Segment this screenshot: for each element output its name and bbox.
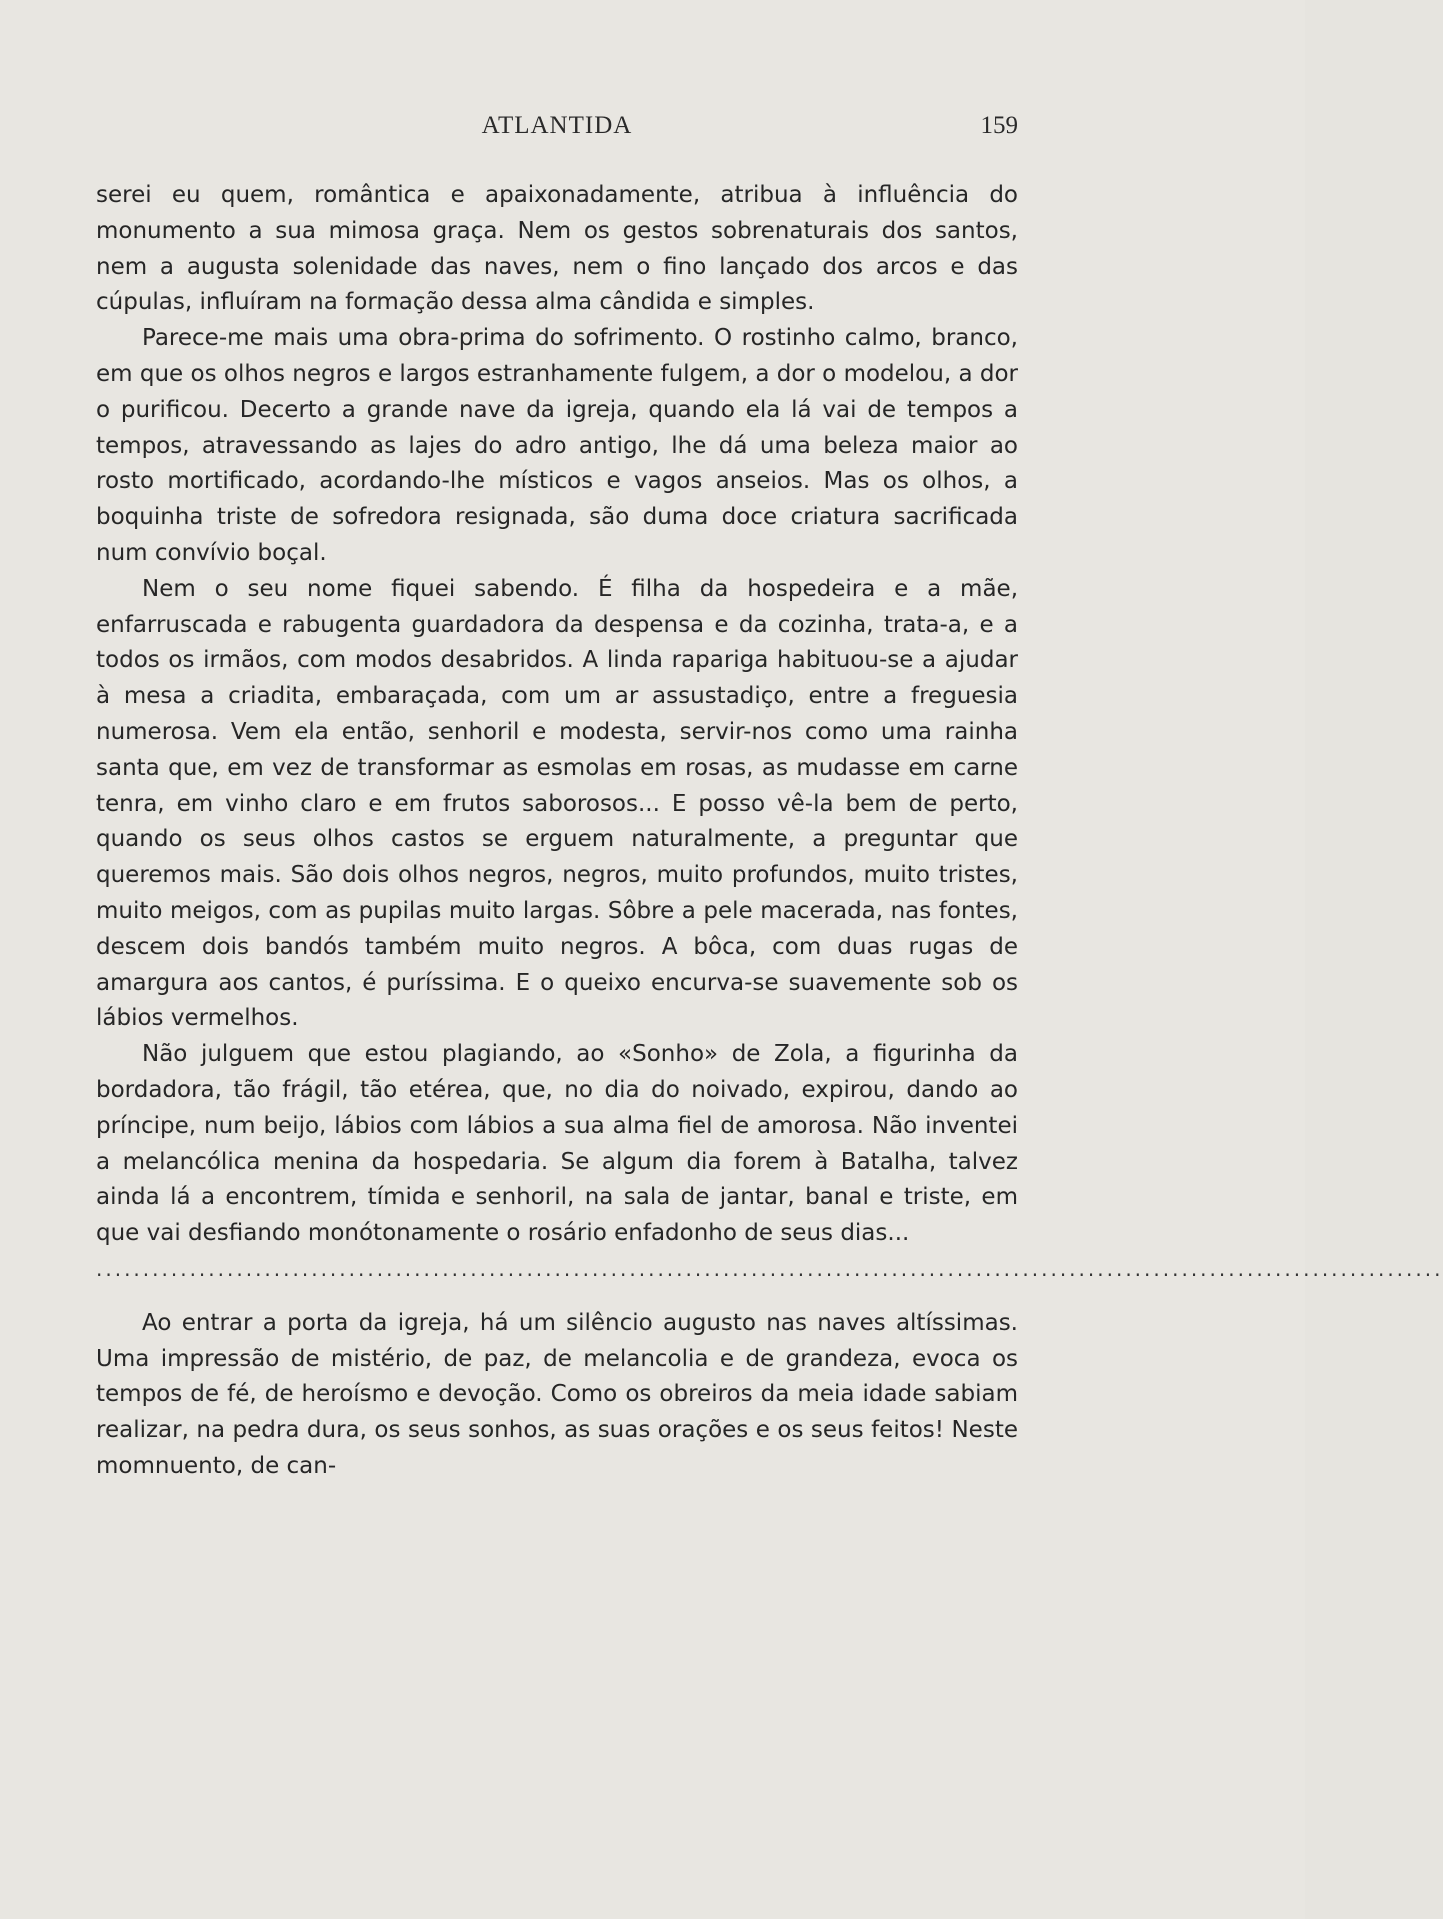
paragraph-1: serei eu quem, romântica e apaixonadamente, atribua à influência do monumento a sua mimosa graça. Nem os gestos sobrenaturais dos santos, nem a augusta solenidade das naves, nem o fino lançado dos arcos e das cúpulas, influíram na formação dessa alma cândida e simples.	[96, 182, 1018, 316]
page-number: 159	[980, 112, 1018, 139]
page-header	[96, 112, 1018, 146]
running-title: ATLANTIDA	[481, 112, 633, 139]
paragraph-3: Nem o seu nome fiquei sabendo. É filha da hospedeira e a mãe, enfarruscada e rabugenta guardadora da despensa e da cozinha, trata-a, e a todos os irmãos, com modos desabridos. A linda rapariga habituou-se a ajudar à mesa a criadita, embaraçada, com um ar assustadiço, entre a freguesia numerosa. Vem ela então, senhoril e modesta, servir-nos como uma rainha santa que, em vez de transformar as esmolas em rosas, as mudasse em carne tenra, em vinho claro e em frutos saborosos... E posso vê-la bem de perto, quando os seus olhos castos se erguem naturalmente, a preguntar que queremos mais. São dois olhos negros, negros, muito profundos, muito tristes, muito meigos, com as pupilas muito largas. Sôbre a pele macerada, nas fontes, descem dois bandós também muito negros. A bôca, com duas rugas de amargura aos cantos, é puríssima. E o queixo encurva-se suavemente sob os lábios vermelhos.	[96, 575, 1018, 1032]
paragraph-4: Não julguem que estou plagiando, ao «Sonho» de Zola, a figurinha da bordadora, tão frágil, tão etérea, que, no dia do noivado, expirou, dando ao príncipe, num beijo, lábios com lábios a sua alma fiel de amorosa. Não inventei a melancólica menina da hospedaria. Se algum dia forem à Batalha, talvez ainda lá a encontrem, tímida e senhoril, na sala de jantar, banal e triste, em que vai desfiando monótonamente o rosário enfadonho de seus dias...	[96, 1041, 1018, 1247]
paragraph-2: Parece-me mais uma obra-prima do sofrimento. O rostinho calmo, branco, em que os olhos negros e largos estranhamente fulgem, a dor o modelou, a dor o purificou. Decerto a grande nave da igreja, quando ela lá vai de tempos a tempos, atravessando as lajes do adro antigo, lhe dá uma beleza maior ao rosto mortificado, acordando-lhe místicos e vagos anseios. Mas os olhos, a boquinha triste de sofredora resignada, são duma doce criatura sacrificada num convívio boçal.	[96, 325, 1018, 566]
section-gap	[96, 1288, 1018, 1306]
body-text	[96, 178, 1443, 1485]
section-separator: ................................................................................................................................................	[96, 1256, 1443, 1281]
paragraph-5: Ao entrar a porta da igreja, há um silêncio augusto nas naves altíssimas. Uma impressão de mistério, de paz, de melancolia e de grandeza, evoca os tempos de fé, de heroísmo e devoção. Como os obreiros da meia idade sabiam realizar, na pedra dura, os seus sonhos, as suas orações e os seus feitos! Neste momnuento, de can-	[96, 1309, 1018, 1479]
